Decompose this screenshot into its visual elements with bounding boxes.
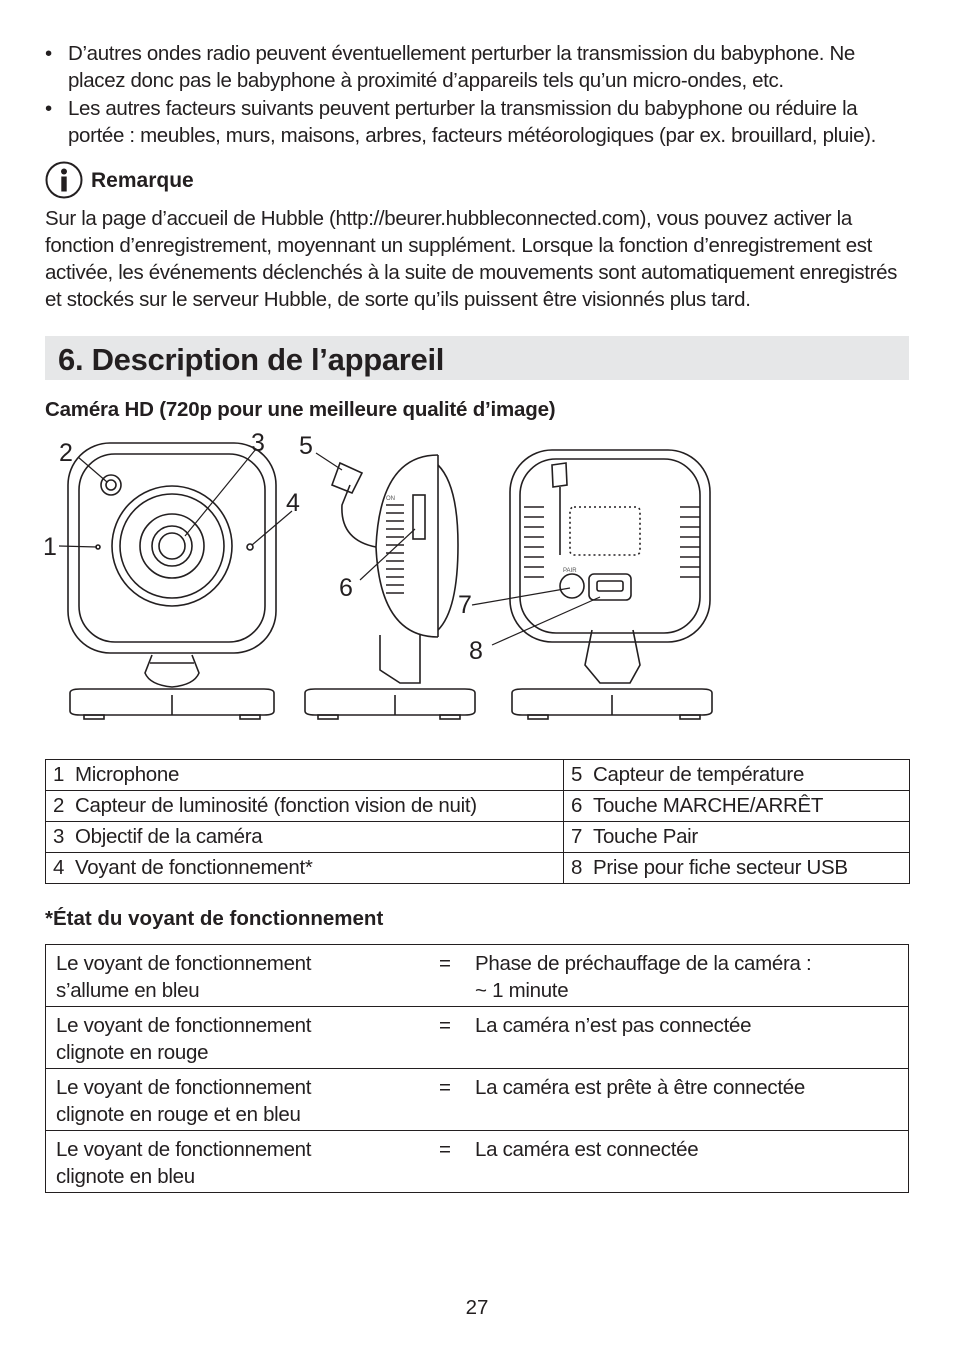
part-label: Capteur de luminosité (fonction vision de nuit) xyxy=(75,794,477,817)
info-icon xyxy=(45,161,83,199)
part-label: Microphone xyxy=(75,763,180,786)
table-cell xyxy=(46,822,564,853)
section-title: 6. Description de l’appareil xyxy=(58,342,445,377)
callout-2: 2 xyxy=(59,439,73,467)
callout-5: 5 xyxy=(299,432,313,460)
camera-back-view xyxy=(510,450,712,719)
part-number: 2 xyxy=(53,794,65,817)
table-cell xyxy=(564,791,910,822)
state-line: Le voyant de fonctionnement xyxy=(56,1138,312,1161)
state-cell xyxy=(46,945,440,1007)
led-status-table xyxy=(45,944,909,1193)
state-line: s’allume en bleu xyxy=(56,979,200,1002)
bullet-list xyxy=(45,40,911,150)
table-cell xyxy=(564,822,910,853)
callout-4: 4 xyxy=(286,489,300,517)
state-line: Le voyant de fonctionnement xyxy=(56,1076,312,1099)
state-line: Le voyant de fonctionnement xyxy=(56,952,312,975)
page-number: 27 xyxy=(465,1296,489,1319)
table-cell xyxy=(46,760,564,791)
part-number: 7 xyxy=(571,825,583,848)
part-label: Touche Pair xyxy=(593,825,698,848)
table-row xyxy=(46,945,909,1007)
callout-7: 7 xyxy=(458,591,472,619)
part-number: 1 xyxy=(53,763,65,786)
note-header xyxy=(45,161,194,199)
state-line: clignote en bleu xyxy=(56,1165,195,1188)
table-cell xyxy=(46,853,564,884)
table-row xyxy=(46,853,910,884)
equals-sign: = xyxy=(439,1138,451,1161)
bullet-symbol: • xyxy=(45,97,52,120)
switch-label: ON xyxy=(386,496,395,502)
camera-front-view xyxy=(68,443,276,719)
meaning-line: La caméra est connectée xyxy=(475,1138,699,1161)
part-number: 3 xyxy=(53,825,65,848)
camera-side-view xyxy=(305,455,475,719)
part-label: Prise pour fiche secteur USB xyxy=(593,856,848,879)
equals-sign: = xyxy=(439,1076,451,1099)
state-line: clignote en rouge xyxy=(56,1041,209,1064)
pair-label: PAIR xyxy=(563,568,577,574)
camera-subtitle: Caméra HD (720p pour une meilleure qualité d’image) xyxy=(45,398,556,421)
part-label: Objectif de la caméra xyxy=(75,825,263,848)
part-label: Touche MARCHE/ARRÊT xyxy=(593,794,824,817)
equals-sign: = xyxy=(439,952,451,975)
part-number: 5 xyxy=(571,763,583,786)
meaning-cell xyxy=(475,945,909,1007)
table-row xyxy=(46,791,910,822)
equals-sign: = xyxy=(439,1014,451,1037)
bullet-item xyxy=(45,95,911,149)
meaning-line: La caméra est prête à être connectée xyxy=(475,1076,805,1099)
state-line: clignote en rouge et en bleu xyxy=(56,1103,301,1126)
callout-6: 6 xyxy=(339,574,353,602)
part-number: 4 xyxy=(53,856,65,879)
table-cell xyxy=(564,760,910,791)
meaning-line: Phase de préchauffage de la caméra : xyxy=(475,952,812,975)
bullet-text: Les autres facteurs suivants peuvent perturber la transmission du babyphone ou réduire la portée : meubles, murs, maisons, arbres, facteurs météorologiques (par ex. brouillard, pluie). xyxy=(68,97,876,147)
state-cell xyxy=(46,1007,440,1069)
table-row xyxy=(46,822,910,853)
state-cell xyxy=(46,1131,440,1193)
state-cell xyxy=(46,1069,440,1131)
callout-3: 3 xyxy=(251,429,265,457)
note-title: Remarque xyxy=(91,169,194,192)
meaning-cell xyxy=(475,1131,909,1193)
table-cell xyxy=(564,853,910,884)
part-label: Voyant de fonctionnement* xyxy=(75,856,313,879)
meaning-cell xyxy=(475,1007,909,1069)
table-row xyxy=(46,760,910,791)
part-number: 6 xyxy=(571,794,583,817)
state-line: Le voyant de fonctionnement xyxy=(56,1014,312,1037)
table-row xyxy=(46,1131,909,1193)
part-number: 8 xyxy=(571,856,583,879)
note-body: Sur la page d’accueil de Hubble (http://beurer.hubbleconnected.com), vous pouvez activer la fonction d’enregistrement, moyennant un supplément. Lorsque la fonction d’enregistrement est activée, les événements déclenchés à la suite de mouvements sont automatiquement enregistrés et stockés sur le serveur Hubble, de sorte qu’ils puissent être visionnés plus tard. xyxy=(45,207,898,311)
bullet-symbol: • xyxy=(45,42,52,65)
led-status-title: *État du voyant de fonctionnement xyxy=(45,907,384,930)
meaning-line: La caméra n’est pas connectée xyxy=(475,1014,752,1037)
camera-diagram xyxy=(40,425,730,730)
meaning-cell xyxy=(475,1069,909,1131)
bullet-item xyxy=(45,40,911,94)
callout-1: 1 xyxy=(43,533,57,561)
table-row xyxy=(46,1069,909,1131)
part-label: Capteur de température xyxy=(593,763,805,786)
parts-table xyxy=(45,759,910,884)
callout-8: 8 xyxy=(469,637,483,665)
bullet-text: D’autres ondes radio peuvent éventuellement perturber la transmission du babyphone. Ne placez donc pas le babyphone à proximité d’appareils tels qu’un micro-ondes, etc. xyxy=(68,42,855,92)
meaning-line: ~ 1 minute xyxy=(475,979,569,1002)
table-row xyxy=(46,1007,909,1069)
table-cell xyxy=(46,791,564,822)
